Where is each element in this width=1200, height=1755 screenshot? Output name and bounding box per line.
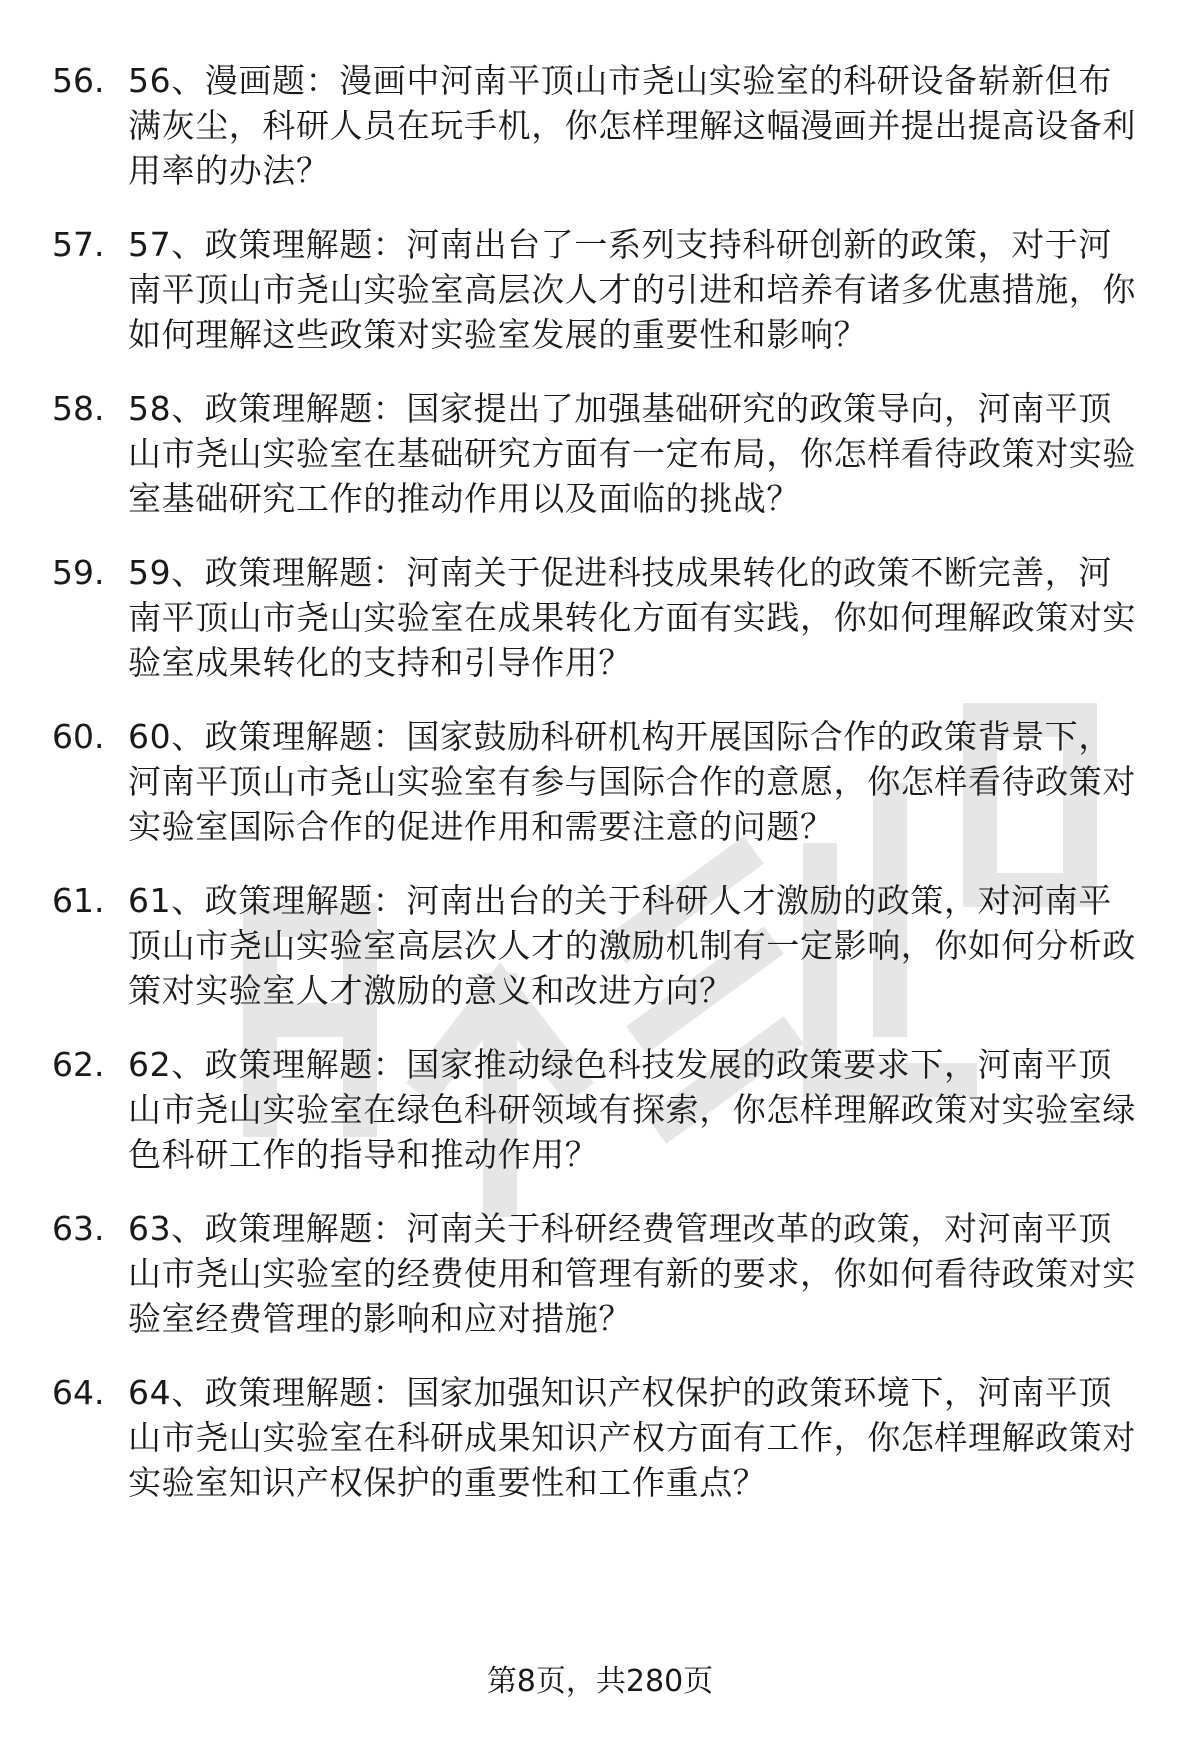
question-text: 63、政策理解题：河南关于科研经费管理改革的政策，对河南平顶山市尧山实验室的经费使用和管理有新的要求，你如何看待政策对实验室经费管理的影响和应对措施？ (128, 1209, 1136, 1338)
list-item (52, 714, 1152, 849)
list-item (52, 1042, 1152, 1177)
question-list (52, 58, 1152, 1534)
question-text: 62、政策理解题：国家推动绿色科技发展的政策要求下，河南平顶山市尧山实验室在绿色科研领域有探索，你怎样理解政策对实验室绿色科研工作的指导和推动作用？ (128, 1045, 1136, 1174)
question-number: 60. (52, 717, 105, 756)
question-number: 61. (52, 881, 105, 920)
list-item (52, 386, 1152, 521)
list-item (52, 1370, 1152, 1505)
list-item (52, 550, 1152, 685)
question-number: 63. (52, 1209, 105, 1248)
question-text: 58、政策理解题：国家提出了加强基础研究的政策导向，河南平顶山市尧山实验室在基础研究方面有一定布局，你怎样看待政策对实验室基础研究工作的推动作用以及面临的挑战？ (128, 389, 1136, 518)
list-item (52, 58, 1152, 193)
question-text: 60、政策理解题：国家鼓励科研机构开展国际合作的政策背景下，河南平顶山市尧山实验室有参与国际合作的意愿，你怎样看待政策对实验室国际合作的促进作用和需要注意的问题？ (128, 717, 1136, 846)
question-text: 59、政策理解题：河南关于促进科技成果转化的政策不断完善，河南平顶山市尧山实验室在成果转化方面有实践，你如何理解政策对实验室成果转化的支持和引导作用？ (128, 553, 1136, 682)
question-text: 64、政策理解题：国家加强知识产权保护的政策环境下，河南平顶山市尧山实验室在科研成果知识产权方面有工作，你怎样理解政策对实验室知识产权保护的重要性和工作重点？ (128, 1373, 1136, 1502)
list-item (52, 1206, 1152, 1341)
question-number: 56. (52, 61, 105, 100)
question-text: 57、政策理解题：河南出台了一系列支持科研创新的政策，对于河南平顶山市尧山实验室高层次人才的引进和培养有诸多优惠措施，你如何理解这些政策对实验室发展的重要性和影响？ (128, 225, 1136, 354)
question-text: 56、漫画题：漫画中河南平顶山市尧山实验室的科研设备崭新但布满灰尘，科研人员在玩手机，你怎样理解这幅漫画并提出提高设备利用率的办法？ (128, 61, 1136, 190)
question-text: 61、政策理解题：河南出台的关于科研人才激励的政策，对河南平顶山市尧山实验室高层次人才的激励机制有一定影响，你如何分析政策对实验室人才激励的意义和改进方向？ (128, 881, 1136, 1010)
list-item (52, 878, 1152, 1013)
question-number: 62. (52, 1045, 105, 1084)
question-number: 59. (52, 553, 105, 592)
list-item (52, 222, 1152, 357)
page-number-footer: 第8页，共280页 (486, 1664, 714, 1699)
question-number: 58. (52, 389, 105, 428)
question-number: 64. (52, 1373, 105, 1412)
question-number: 57. (52, 225, 105, 264)
